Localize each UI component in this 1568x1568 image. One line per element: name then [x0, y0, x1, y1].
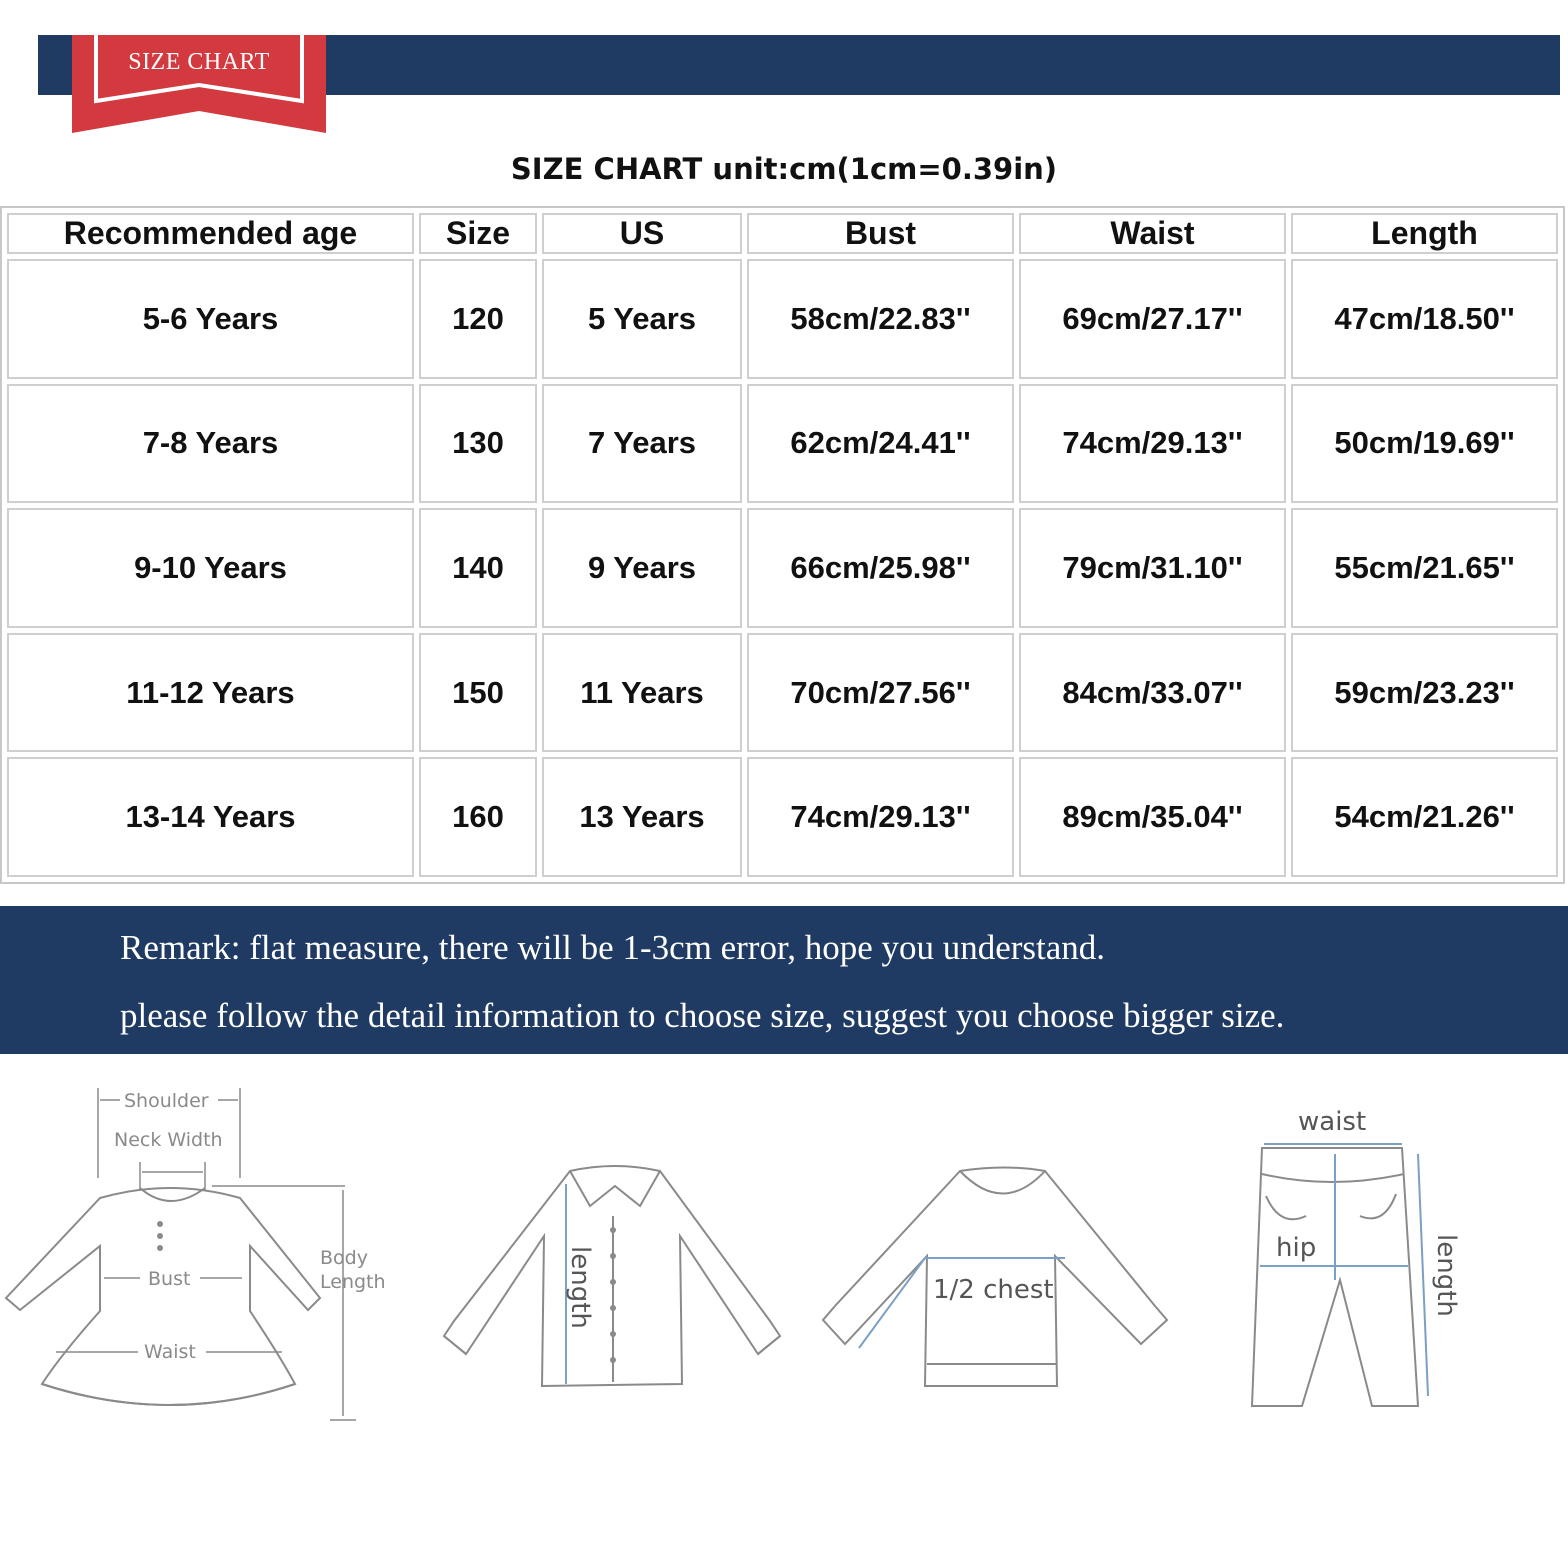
- table-row: [7, 384, 1558, 504]
- cell-age: 13-14 Years: [7, 757, 414, 877]
- header-us: US: [542, 213, 742, 254]
- cell-size: 120: [419, 259, 537, 379]
- cell-size: 130: [419, 384, 537, 504]
- header-recommended-age: Recommended age: [7, 213, 414, 254]
- length-label: Length: [320, 1271, 386, 1293]
- dress-diagram-icon: [0, 1066, 400, 1506]
- remark-line-2: please follow the detail information to choose size, suggest you choose bigger size.: [120, 996, 1285, 1035]
- header-bust: Bust: [747, 213, 1014, 254]
- cell-length: 47cm/18.50'': [1291, 259, 1558, 379]
- pants-waist-label: waist: [1298, 1107, 1367, 1137]
- header-length: Length: [1291, 213, 1558, 254]
- size-table: [0, 206, 1565, 884]
- half-chest-label: 1/2 chest: [933, 1275, 1054, 1305]
- pants-length-label: length: [1431, 1234, 1461, 1317]
- remark-line-1: Remark: flat measure, there will be 1-3cm error, hope you understand.: [120, 928, 1106, 967]
- cell-length: 59cm/23.23'': [1291, 633, 1558, 753]
- cell-bust: 66cm/25.98'': [747, 508, 1014, 628]
- cell-age: 9-10 Years: [7, 508, 414, 628]
- shoulder-label: Shoulder: [124, 1090, 209, 1112]
- cell-us: 5 Years: [542, 259, 742, 379]
- pants-hip-label: hip: [1276, 1233, 1317, 1263]
- cell-waist: 69cm/27.17'': [1019, 259, 1286, 379]
- waist-label: Waist: [144, 1341, 196, 1363]
- cell-us: 11 Years: [542, 633, 742, 753]
- cell-us: 13 Years: [542, 757, 742, 877]
- bust-label: Bust: [148, 1268, 191, 1290]
- cell-waist: 84cm/33.07'': [1019, 633, 1286, 753]
- header-waist: Waist: [1019, 213, 1286, 254]
- cell-size: 160: [419, 757, 537, 877]
- cell-bust: 58cm/22.83'': [747, 259, 1014, 379]
- shirt-length-label: length: [565, 1246, 595, 1329]
- table-row: [7, 508, 1558, 628]
- cell-size: 140: [419, 508, 537, 628]
- size-chart-badge: [70, 35, 328, 135]
- cell-waist: 79cm/31.10'': [1019, 508, 1286, 628]
- table-header-row: [7, 213, 1558, 254]
- cell-age: 11-12 Years: [7, 633, 414, 753]
- badge-label: SIZE CHART: [128, 49, 270, 75]
- cell-bust: 62cm/24.41'': [747, 384, 1014, 504]
- header-size: Size: [419, 213, 537, 254]
- cell-length: 55cm/21.65'': [1291, 508, 1558, 628]
- cell-age: 7-8 Years: [7, 384, 414, 504]
- body-label: Body: [320, 1247, 368, 1269]
- table-row: [7, 633, 1558, 753]
- shirt-diagram-icon: [430, 1066, 800, 1506]
- cell-waist: 89cm/35.04'': [1019, 757, 1286, 877]
- cell-length: 54cm/21.26'': [1291, 757, 1558, 877]
- pants-diagram-icon: [1240, 1066, 1500, 1506]
- cell-length: 50cm/19.69'': [1291, 384, 1558, 504]
- cell-age: 5-6 Years: [7, 259, 414, 379]
- table-row: [7, 757, 1558, 877]
- cell-waist: 74cm/29.13'': [1019, 384, 1286, 504]
- neck-width-label: Neck Width: [114, 1129, 223, 1151]
- cell-size: 150: [419, 633, 537, 753]
- cell-bust: 70cm/27.56'': [747, 633, 1014, 753]
- sweater-diagram-icon: [815, 1066, 1185, 1506]
- cell-us: 9 Years: [542, 508, 742, 628]
- table-row: [7, 259, 1558, 379]
- measurement-diagrams: [0, 1066, 1568, 1506]
- cell-bust: 74cm/29.13'': [747, 757, 1014, 877]
- cell-us: 7 Years: [542, 384, 742, 504]
- chart-title: SIZE CHART unit:cm(1cm=0.39in): [510, 152, 1058, 186]
